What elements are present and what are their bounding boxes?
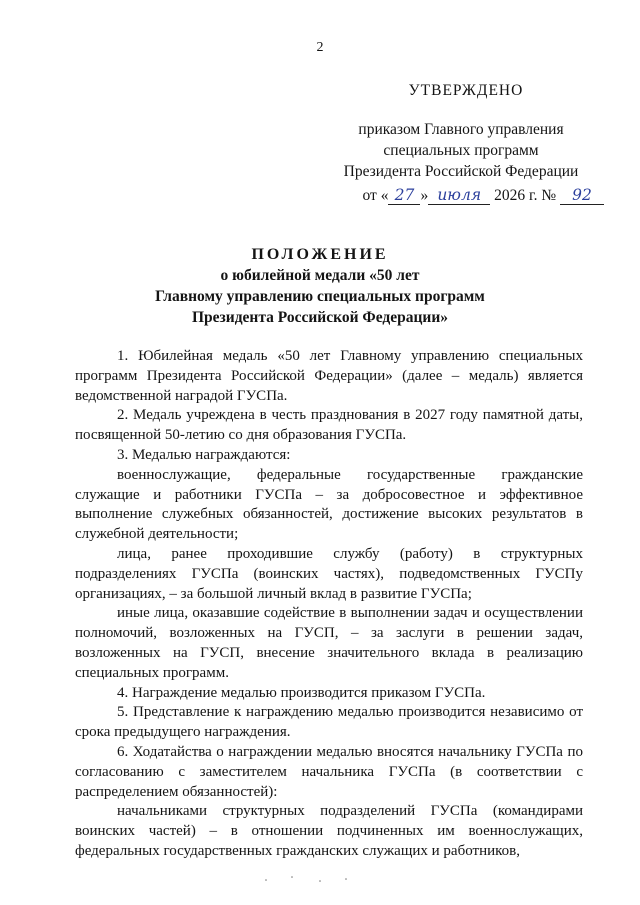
approved-stamp: УТВЕРЖДЕНО — [408, 82, 524, 99]
title-line-2: Главному управлению специальных программ — [155, 288, 485, 305]
document-title — [0, 244, 640, 328]
order-date-line — [318, 185, 604, 206]
page-number: 2 — [316, 40, 324, 55]
quote-close: » — [420, 187, 429, 204]
paragraph-4: 4. Награждение медалью производится приказом ГУСПа. — [117, 684, 486, 701]
handwritten-month: июля — [428, 186, 490, 205]
title-line-3: Президента Российской Федерации» — [191, 309, 449, 326]
approval-line-1: приказом Главного управления — [358, 121, 564, 138]
year-and-number-label: 2026 г. № — [494, 187, 557, 204]
paragraph-3-item-1: военнослужащие, федеральные государственные гражданские служащие и работники ГУСПа – за добросовестное и эффективное выполнение служебных обязанностей, достижение высоких результатов в служебной деятельности; — [75, 466, 583, 543]
paragraph-2: 2. Медаль учреждена в честь празднования в 2027 году памятной даты, посвященной 50-летию со дня образования ГУСПа. — [75, 407, 583, 444]
approval-line-3: Президента Российской Федерации — [343, 163, 579, 180]
paragraph-3: 3. Медалью награждаются: — [117, 446, 291, 463]
handwritten-order-number: 92 — [560, 186, 604, 205]
title-heading: ПОЛОЖЕНИЕ — [251, 246, 389, 263]
from-prefix: от « — [362, 187, 389, 204]
handwritten-day: 27 — [388, 186, 420, 205]
paragraph-3-item-2: лица, ранее проходившие службу (работу) в структурных подразделениях ГУСПа (воинских частях), подведомственных ГУСПу организациях, – за большой личный вклад в развитие ГУСПа; — [75, 545, 583, 602]
paragraph-5: 5. Представление к награждению медалью производится независимо от срока предыдущего награждения. — [75, 704, 583, 741]
title-line-1: о юбилейной медали «50 лет — [220, 267, 420, 284]
scan-artifact-dots — [262, 874, 352, 884]
document-body — [75, 347, 583, 862]
paragraph-1: 1. Юбилейная медаль «50 лет Главному управлению специальных программ Президента Российской Федерации» (далее – медаль) является ведомственной наградой ГУСПа. — [75, 348, 583, 404]
paragraph-6: 6. Ходатайства о награждении медалью вносятся начальнику ГУСПа по согласованию с заместителем начальника ГУСПа (в соответствии с распределением обязанностей): — [75, 743, 583, 800]
approval-block — [318, 80, 604, 206]
approval-line-2: специальных программ — [383, 142, 539, 159]
paragraph-3-item-3: иные лица, оказавшие содействие в выполнении задач и осуществлении полномочий, возложенных на ГУСП, – за заслуги в решении задач, возложенных на ГУСП, внесение значительного вклада в реализацию специальных программ. — [75, 605, 583, 681]
paragraph-6-item-1: начальниками структурных подразделений ГУСПа (командирами воинских частей) – в отношении подчиненных им военнослужащих, федеральных государственных гражданских служащих и работников, — [75, 803, 583, 859]
